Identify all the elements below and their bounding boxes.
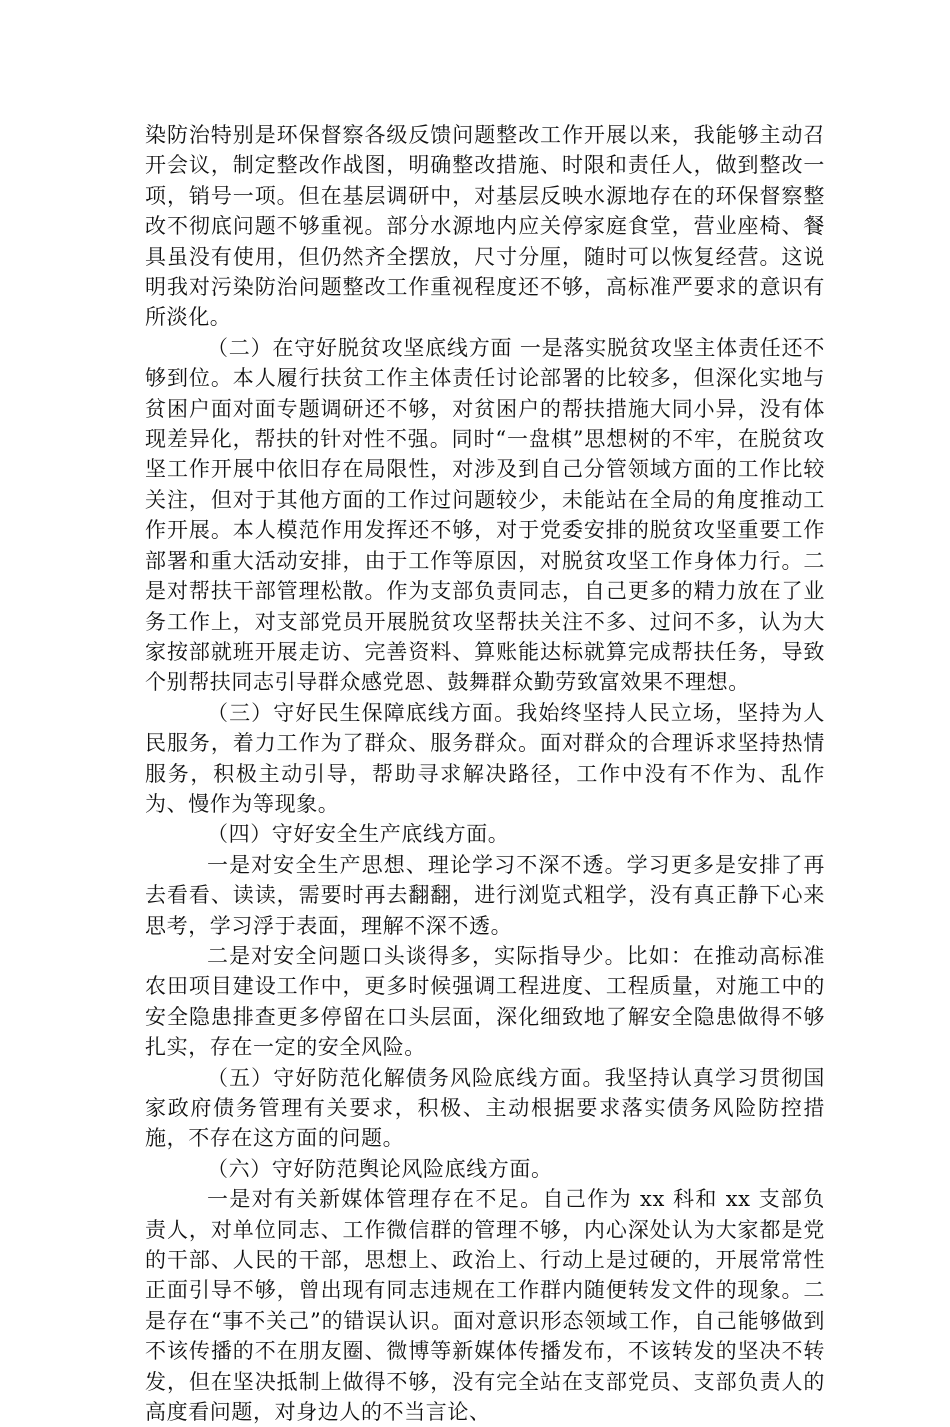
paragraph-livelihood-security: （三）守好民生保障底线方面。我始终坚持人民立场，坚持为人民服务，着力工作为了群众、服务群众。面对群众的合理诉求坚持热情服务，积极主动引导，帮助寻求解决路径，工作中没有不作为、乱作为、慢作为等现象。 [145,700,825,816]
paragraph-safety-guidance: 二是对安全问题口头谈得多，实际指导少。比如：在推动高标准农田项目建设工作中，更多时候强调工程进度、工程质量，对施工中的安全隐患排查更多停留在口头层面，深化细致地了解安全隐患做得不够扎实，存在一定的安全风险。 [145,943,825,1060]
paragraph-new-media-management: 一是对有关新媒体管理存在不足。自己作为 xx 科和 xx 支部负责人，对单位同志、工作微信群的管理不够，内心深处认为大家都是党的干部、人民的干部，思想上、政治上、行动上是过硬的，开展常常性正面引导不够，曾出现有同志违规在工作群内随便转发文件的现象。二是存在“事不关己”的错误认识。面对意识形态领域工作，自己能够做到不该传播的不在朋友圈、微博等新媒体传播发布，不该转发的坚决不转发，但在坚决抵制上做得不够，没有完全站在支部党员、支部负责人的高度看问题，对身边人的不当言论、 [145,1187,825,1425]
document-body [145,120,825,1427]
paragraph-production-safety-heading: （四）守好安全生产底线方面。 [207,822,510,847]
paragraph-poverty-alleviation: （二）在守好脱贫攻坚底线方面 一是落实脱贫攻坚主体责任还不够到位。本人履行扶贫工作主体责任讨论部署的比较多，但深化实地与贫困户面对面专题调研还不够，对贫困户的帮扶措施大同小异，没有体现差异化，帮扶的针对性不强。同时“一盘棋”思想树的不牢，在脱贫攻坚工作开展中依旧存在局限性，对涉及到自己分管领域方面的工作比较关注，但对于其他方面的工作过问题较少，未能站在全局的角度推动工作开展。本人模范作用发挥还不够，对于党委安排的脱贫攻坚重要工作部署和重大活动安排，由于工作等原因，对脱贫攻坚工作身体力行。二是对帮扶干部管理松散。作为支部负责同志，自己更多的精力放在了业务工作上，对支部党员开展脱贫攻坚帮扶关注不多、过问不多，认为大家按部就班开展走访、完善资料、算账能达标就算完成帮扶任务，导致个别帮扶同志引导群众感党恩、鼓舞群众勤劳致富效果不理想。 [145,335,825,695]
paragraph-safety-study: 一是对安全生产思想、理论学习不深不透。学习更多是安排了再去看看、读读，需要时再去翻翻，进行浏览式粗学，没有真正静下心来思考，学习浮于表面，理解不深不透。 [145,852,825,938]
paragraph-pollution-rectification: 染防治特别是环保督察各级反馈问题整改工作开展以来，我能够主动召开会议，制定整改作战图，明确整改措施、时限和责任人，做到整改一项，销号一项。但在基层调研中，对基层反映水源地存在的环保督察整改不彻底问题不够重视。部分水源地内应关停家庭食堂，营业座椅、餐具虽没有使用，但仍然齐全摆放，尺寸分厘，随时可以恢复经营。这说明我对污染防治问题整改工作重视程度还不够，高标准严要求的意识有所淡化。 [145,123,825,330]
paragraph-debt-risk: （五）守好防范化解债务风险底线方面。我坚持认真学习贯彻国家政府债务管理有关要求，积极、主动根据要求落实债务风险防控措施，不存在这方面的问题。 [145,1065,825,1151]
paragraph-public-opinion-heading: （六）守好防范舆论风险底线方面。 [207,1156,553,1181]
